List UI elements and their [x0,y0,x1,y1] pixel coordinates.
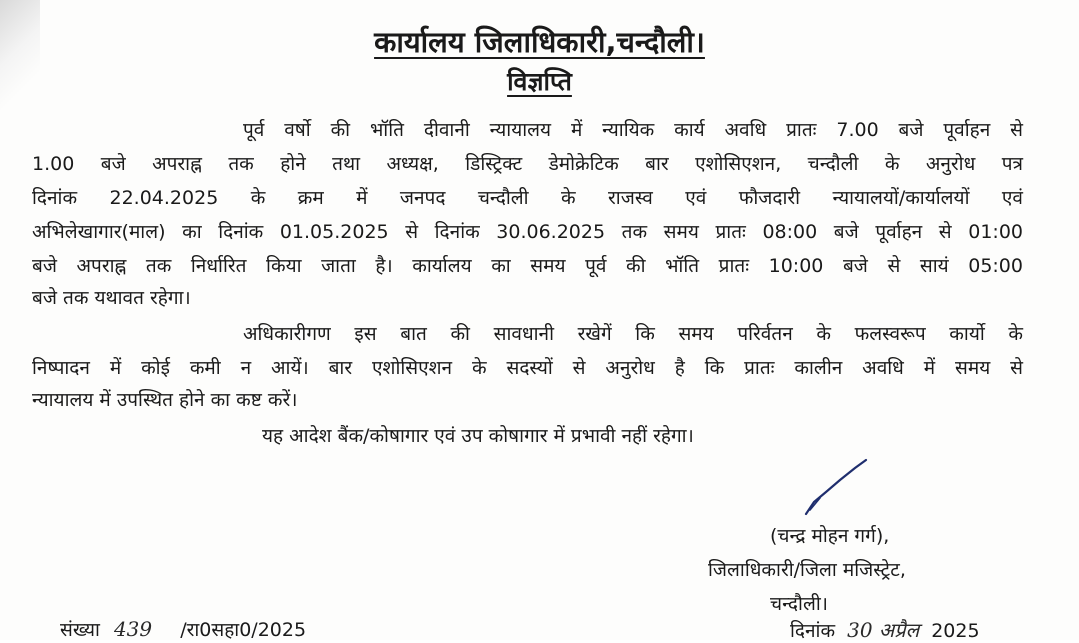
reference-number-label: संख्या [60,619,100,641]
paragraph-1-line-5: बजे अपराह्न तक निर्धारित किया जाता है। कार्यालय का समय पूर्व की भॉति प्रातः 10:00 बजे से सायं 05:00 [32,255,1023,277]
paragraph-1-line-1: पूर्व वर्षो की भॉति दीवानी न्यायालय में न्यायिक कार्य अवधि प्रातः 7.00 बजे पूर्वाहन से [243,119,1023,141]
paragraph-1-line-3: दिनांक 22.04.2025 के क्रम में जनपद चन्दौली के राजस्व एवं फौजदारी न्यायालयों/कार्यालयों एवं [32,187,1023,209]
paragraph-3: यह आदेश बैंक/कोषागार एवं उप कोषागार में प्रभावी नहीं रहेगा। [262,425,694,447]
notice-heading-text: विज्ञप्ति [507,67,572,96]
paragraph-1-line-2: 1.00 बजे अपराह्न तक होने तथा अध्यक्ष, डिस्ट्रिक्ट डेमोक्रेटिक बार एशोसिएशन, चन्दौली के अनुरोध पत्र [32,153,1023,175]
reference-number-value: 439 [113,617,153,641]
paragraph-2-line-3: न्यायालय में उपस्थित होने का कष्ट करें। [32,389,298,411]
notice-date-label: दिनांक [790,620,836,642]
signatory-designation: जिलाधिकारी/जिला मजिस्ट्रेट, [708,559,906,581]
notice-date [790,616,980,643]
notice-date-value: 30 अप्रैल [847,618,920,642]
notice-heading [0,64,1079,98]
signature-mark [800,458,870,518]
paragraph-2-line-2: निष्पादन में कोई कमी न आयें। बार एशोसिएशन के सदस्यों से अनुरोध है कि प्रातः कालीन अवधि में समय से [32,357,1023,379]
reference-number-suffix: /रा0सहा0/2025 [180,619,307,641]
paragraph-1-line-6: बजे तक यथावत रहेगा। [32,287,191,309]
signatory-place: चन्दौली। [770,593,828,615]
paragraph-1-line-4: अभिलेखागार(माल) का दिनांक 01.05.2025 से दिनांक 30.06.2025 तक समय प्रातः 08:00 बजे पूर्वाहन से 01:00 [32,221,1023,243]
notice-date-year: 2025 [931,620,980,642]
paragraph-2-line-1: अधिकारीगण इस बात की सावधानी रखेगें कि समय परिर्वतन के फलस्वरूप कार्यो के [243,323,1023,345]
office-title-text: कार्यालय जिलाधिकारी,चन्दौली। [374,25,705,59]
signatory-name: (चन्द्र मोहन गर्ग), [770,525,890,547]
reference-number [60,616,306,642]
office-title [0,22,1079,61]
